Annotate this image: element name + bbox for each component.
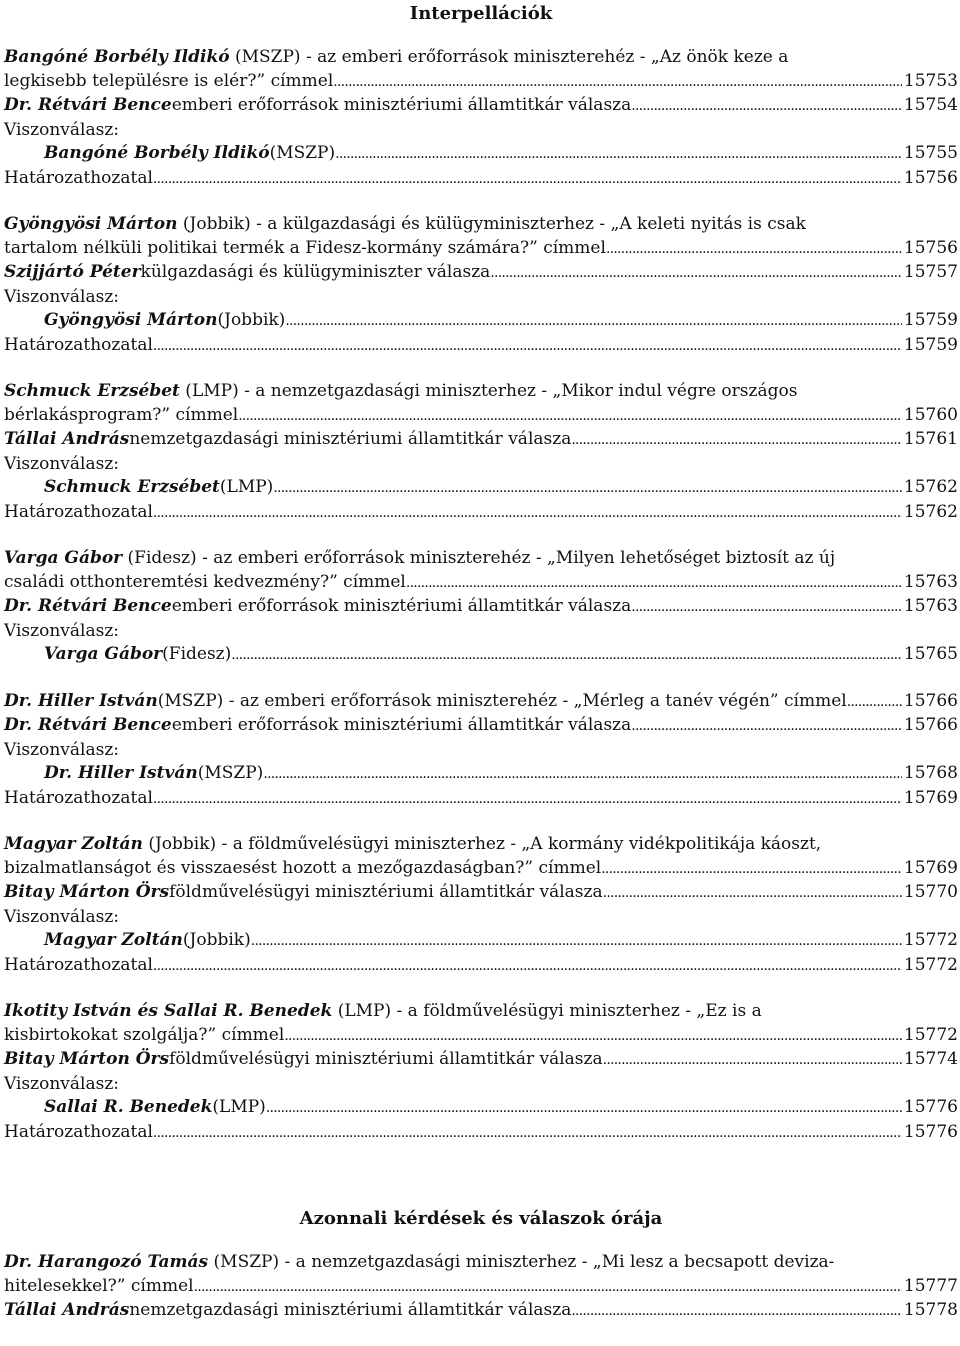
page-number: 15766 <box>903 690 958 711</box>
page-number: 15757 <box>903 262 958 282</box>
page-number: 15759 <box>903 334 958 355</box>
toc-block <box>4 690 958 812</box>
reply-party: (Jobbik) <box>217 310 286 330</box>
page-number: 15772 <box>903 954 958 975</box>
reply-party: (MSZP) <box>269 143 336 163</box>
page-number: 15768 <box>903 763 958 783</box>
toc-entry-line <box>4 142 958 167</box>
question-text: (MSZP) - az emberi erőforrások miniszterehéz - „Az önök keze a <box>229 47 789 67</box>
toc-entry-line <box>4 476 958 501</box>
dot-leader <box>153 167 902 192</box>
page-number: 15760 <box>903 404 958 425</box>
question-text-cont: hitelesekkel?” címmel <box>4 1275 194 1296</box>
dot-leader <box>231 643 902 668</box>
page-number: 15766 <box>903 715 958 735</box>
answerer-name: Tállai András <box>4 429 130 449</box>
page-number: 15754 <box>903 95 958 115</box>
section-title-azonnali: Azonnali kérdések és válaszok órája <box>299 1208 663 1229</box>
toc-entry-line <box>4 714 958 739</box>
dot-leader <box>194 1275 902 1300</box>
answerer-name: Bitay Márton Örs <box>4 882 170 902</box>
asker-name: Dr. Hiller István <box>4 690 158 711</box>
question-text: (LMP) - a földművelésügyi miniszterhez - „Ez is a <box>332 1001 762 1021</box>
question-text: (LMP) - a nemzetgazdasági miniszterhez - „Mikor indul végre országos <box>179 381 798 401</box>
answer-text: emberi erőforrások minisztériumi államtitkár válasza <box>171 95 632 115</box>
reply-party: (MSZP) <box>197 763 264 783</box>
dot-leader <box>571 428 902 453</box>
dot-leader <box>490 261 902 286</box>
toc-block <box>4 213 958 358</box>
dot-leader <box>406 571 902 596</box>
toc-entry-line <box>4 595 958 620</box>
asker-name: Bangóné Borbély Ildikó <box>4 47 230 67</box>
page-number: 15763 <box>903 571 958 592</box>
page-number: 15765 <box>903 644 958 664</box>
question-line <box>4 833 958 857</box>
question-text: (Jobbik) - a földművelésügyi miniszterhez - „A kormány vidékpolitikája káoszt, <box>142 834 822 854</box>
decision-label: Határozathozatal <box>4 334 153 355</box>
reply-label: Viszonválasz: <box>4 620 119 641</box>
toc-entry-line <box>4 881 958 906</box>
page-number: 15761 <box>903 429 958 449</box>
dot-leader <box>603 881 902 906</box>
interpellation-list <box>4 46 958 1145</box>
toc-entry-line <box>4 571 958 596</box>
reply-party: (Fidesz) <box>162 644 232 664</box>
toc-entry-line <box>4 954 958 979</box>
dot-leader <box>153 787 902 812</box>
page-number: 15778 <box>903 1300 958 1320</box>
question-text-cont: bérlakásprogram?” címmel <box>4 404 239 425</box>
dot-leader <box>631 714 902 739</box>
reply-label: Viszonválasz: <box>4 453 119 474</box>
reply-party: (Jobbik) <box>182 930 251 950</box>
dot-leader <box>601 857 902 882</box>
asker-name: Gyöngyösi Márton <box>4 214 178 234</box>
dot-leader <box>266 1096 902 1121</box>
reply-name: Varga Gábor <box>44 644 163 664</box>
asker-name: Varga Gábor <box>4 548 123 568</box>
question-text: (MSZP) - az emberi erőforrások miniszterehéz - „Mérleg a tanév végén” címmel <box>157 690 847 711</box>
page-number: 15772 <box>903 930 958 950</box>
answerer-name: Tállai András <box>4 1300 130 1320</box>
dot-leader <box>333 70 902 95</box>
reply-label: Viszonválasz: <box>4 1073 119 1094</box>
dot-leader <box>238 404 902 429</box>
dot-leader <box>153 334 902 359</box>
answerer-name: Dr. Rétvári Bence <box>4 596 172 616</box>
reply-name: Bangóné Borbély Ildikó <box>44 143 270 163</box>
reply-name: Gyöngyösi Márton <box>44 310 218 330</box>
dot-leader <box>153 954 902 979</box>
answerer-name: Dr. Rétvári Bence <box>4 715 172 735</box>
reply-label: Viszonválasz: <box>4 286 119 307</box>
page-number: 15762 <box>903 501 958 522</box>
question-text-cont: tartalom nélküli politikai termék a Fidesz-kormány számára?” címmel <box>4 237 606 258</box>
page-number: 15759 <box>903 310 958 330</box>
reply-party: (LMP) <box>219 477 274 497</box>
reply-name: Magyar Zoltán <box>44 930 183 950</box>
toc-entry-line <box>4 1024 958 1049</box>
toc-entry-line <box>4 1096 958 1121</box>
toc-entry-line <box>4 94 958 119</box>
reply-party: (LMP) <box>212 1097 266 1117</box>
asker-name: Magyar Zoltán <box>4 834 143 854</box>
dot-leader <box>284 1024 902 1049</box>
question-text: (Fidesz) - az emberi erőforrások miniszterehéz - „Milyen lehetőséget biztosít az új <box>122 548 836 568</box>
dot-leader <box>273 476 902 501</box>
toc-entry-line <box>4 1275 958 1300</box>
toc-entry-line <box>4 1299 958 1324</box>
toc-entry-line <box>4 167 958 192</box>
reply-name: Dr. Hiller István <box>44 763 198 783</box>
answer-text: emberi erőforrások minisztériumi államtitkár válasza <box>171 715 632 735</box>
answer-text: földművelésügyi minisztériumi államtitkár válasza <box>169 882 603 902</box>
reply-label: Viszonválasz: <box>4 119 119 140</box>
answerer-name: Bitay Márton Örs <box>4 1049 170 1069</box>
page-number: 15756 <box>903 167 958 188</box>
decision-label: Határozathozatal <box>4 954 153 975</box>
page-number: 15776 <box>903 1097 958 1117</box>
toc-entry-line <box>4 762 958 787</box>
dot-leader <box>263 762 902 787</box>
dot-leader <box>847 690 902 715</box>
page-number: 15777 <box>903 1275 958 1296</box>
question-list <box>4 1251 958 1324</box>
question-text: (MSZP) - a nemzetgazdasági miniszterhez - „Mi lesz a becsapott deviza- <box>208 1252 835 1272</box>
dot-leader <box>251 929 902 954</box>
page-number: 15776 <box>903 1121 958 1142</box>
dot-leader <box>603 1048 902 1073</box>
question-line <box>4 1000 958 1024</box>
reply-name: Sallai R. Benedek <box>44 1097 213 1117</box>
asker-name: Ikotity István és Sallai R. Benedek <box>4 1001 333 1021</box>
section-title-interpellaciok: Interpellációk <box>409 3 553 24</box>
asker-name: Dr. Harangozó Tamás <box>4 1252 209 1272</box>
question-line <box>4 46 958 70</box>
dot-leader <box>335 142 902 167</box>
toc-entry-line <box>4 309 958 334</box>
dot-leader <box>631 94 902 119</box>
toc-block <box>4 380 958 525</box>
dot-leader <box>285 309 902 334</box>
question-line <box>4 547 958 571</box>
decision-label: Határozathozatal <box>4 167 153 188</box>
toc-entry-line <box>4 1121 958 1146</box>
page-number: 15755 <box>903 143 958 163</box>
toc-block <box>4 1251 958 1324</box>
page-number: 15772 <box>903 1024 958 1045</box>
page-number: 15753 <box>903 70 958 91</box>
asker-name: Schmuck Erzsébet <box>4 381 180 401</box>
question-text-cont: családi otthonteremtési kedvezmény?” címmel <box>4 571 406 592</box>
toc-entry-line <box>4 404 958 429</box>
toc-entry-line <box>4 690 958 715</box>
page-number: 15769 <box>903 857 958 878</box>
document-page <box>4 0 958 1346</box>
toc-entry-line <box>4 70 958 95</box>
answerer-name: Dr. Rétvári Bence <box>4 95 172 115</box>
page-number: 15774 <box>903 1049 958 1069</box>
answer-text: nemzetgazdasági minisztériumi államtitkár válasza <box>129 429 572 449</box>
reply-label: Viszonválasz: <box>4 906 119 927</box>
question-line <box>4 380 958 404</box>
page-number: 15763 <box>903 596 958 616</box>
toc-entry-line <box>4 261 958 286</box>
answer-text: földművelésügyi minisztériumi államtitkár válasza <box>169 1049 603 1069</box>
dot-leader <box>571 1299 902 1324</box>
toc-entry-line <box>4 787 958 812</box>
decision-label: Határozathozatal <box>4 501 153 522</box>
toc-entry-line <box>4 929 958 954</box>
toc-block <box>4 1000 958 1145</box>
decision-label: Határozathozatal <box>4 1121 153 1142</box>
question-text-cont: legkisebb településre is elér?” címmel <box>4 70 334 91</box>
reply-label: Viszonválasz: <box>4 739 119 760</box>
decision-label: Határozathozatal <box>4 787 153 808</box>
answer-text: emberi erőforrások minisztériumi államtitkár válasza <box>171 596 632 616</box>
dot-leader <box>606 237 902 262</box>
answer-text: külgazdasági és külügyminiszter válasza <box>140 262 491 282</box>
page-number: 15769 <box>903 787 958 808</box>
question-text-cont: kisbirtokokat szolgálja?” címmel <box>4 1024 285 1045</box>
page-number: 15770 <box>903 882 958 902</box>
toc-block <box>4 547 958 668</box>
question-text-cont: bizalmatlanságot és visszaesést hozott a mezőgazdaságban?” címmel <box>4 857 602 878</box>
toc-block <box>4 46 958 191</box>
toc-entry-line <box>4 501 958 526</box>
question-line <box>4 213 958 237</box>
dot-leader <box>631 595 902 620</box>
answerer-name: Szijjártó Péter <box>4 262 141 282</box>
toc-entry-line <box>4 428 958 453</box>
page-number: 15762 <box>903 477 958 497</box>
reply-name: Schmuck Erzsébet <box>44 477 220 497</box>
question-text: (Jobbik) - a külgazdasági és külügyminiszterhez - „A keleti nyitás is csak <box>177 214 806 234</box>
toc-entry-line <box>4 1048 958 1073</box>
toc-entry-line <box>4 643 958 668</box>
page-number: 15756 <box>903 237 958 258</box>
dot-leader <box>153 501 902 526</box>
answer-text: nemzetgazdasági minisztériumi államtitkár válasza <box>129 1300 572 1320</box>
question-line <box>4 1251 958 1275</box>
dot-leader <box>153 1121 902 1146</box>
toc-entry-line <box>4 857 958 882</box>
toc-block <box>4 833 958 978</box>
toc-entry-line <box>4 237 958 262</box>
toc-entry-line <box>4 334 958 359</box>
